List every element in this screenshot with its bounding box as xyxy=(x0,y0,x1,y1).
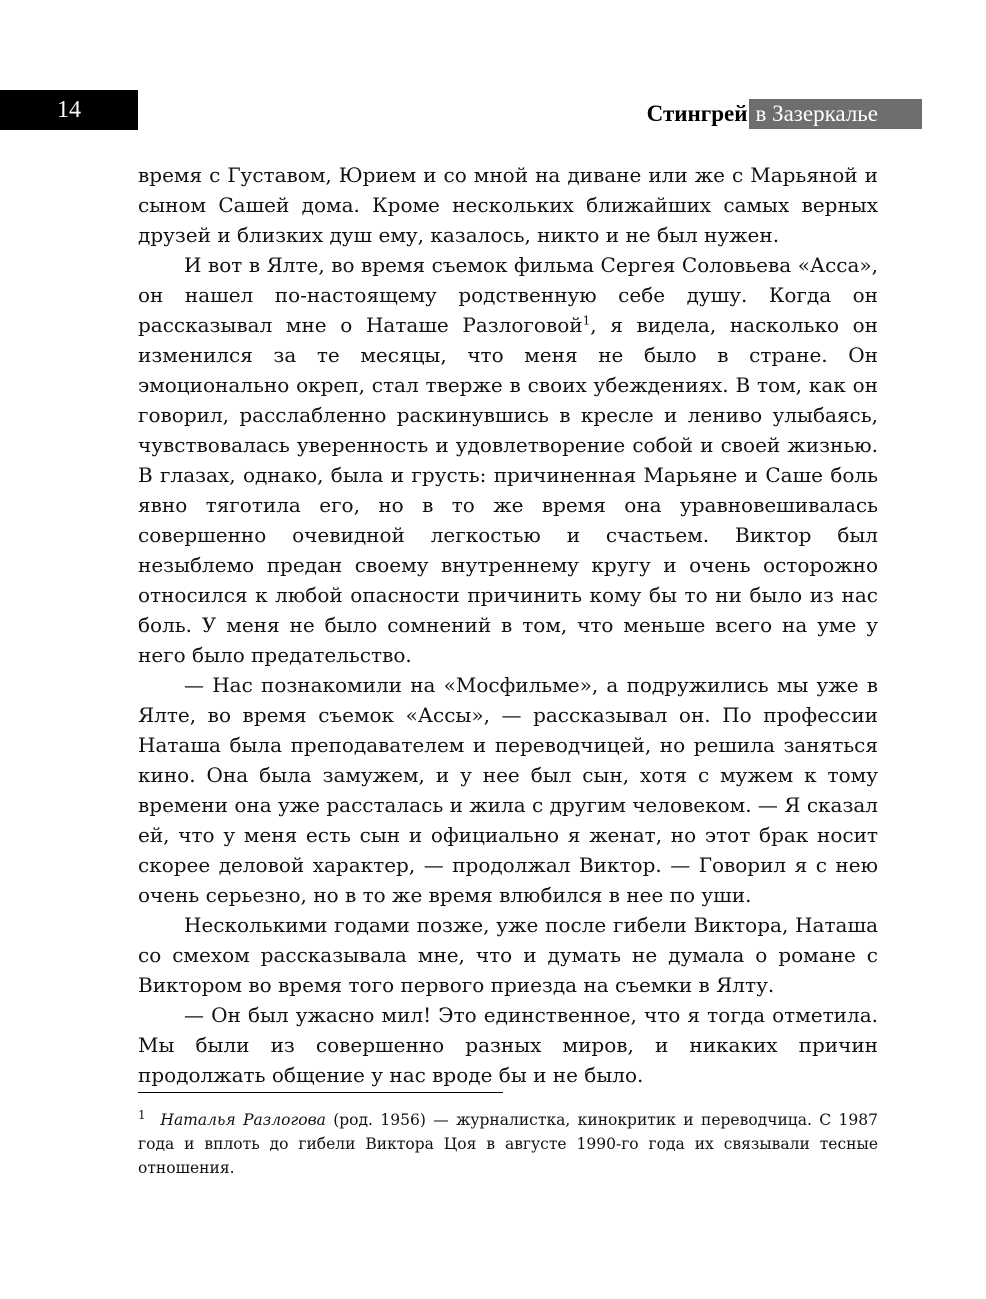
footnote-separator xyxy=(138,1092,503,1093)
footnote-name: Наталья Разлогова xyxy=(160,1111,326,1129)
running-head xyxy=(647,99,922,129)
page-number-bar xyxy=(0,90,138,130)
body-text xyxy=(138,160,878,1090)
paragraph: Несколькими годами позже, уже после гибели Виктора, Наташа со смехом рассказывала мне, что и думать не думала о романе с Виктором во время того первого приезда на съемки в Ялту. xyxy=(138,913,878,997)
paragraph xyxy=(138,250,878,670)
paragraph: — Нас познакомили на «Мосфильме», а подружились мы уже в Ялте, во время съемок «Ассы», — рассказывал он. По профессии Наташа была преподавателем и переводчицей, но решила заняться кино. Она была замужем, и у нее был сын, хотя с мужем к тому времени она уже рассталась и жила с другим человеком. — Я сказал ей, что у меня есть сын и официально я женат, но этот брак носит скорее деловой характер, — продолжал Виктор. — Говорил я с нею очень серьезно, но в то же время влюбился в нее по уши. xyxy=(138,673,878,907)
footnote-marker: 1 xyxy=(138,1107,146,1122)
running-head-subtitle: в Зазеркалье xyxy=(749,99,922,129)
footnote xyxy=(138,1108,878,1180)
paragraph: время с Густавом, Юрием и со мной на диване или же с Марьяной и сыном Сашей дома. Кроме нескольких ближайших самых верных друзей и близких душ ему, казалось, никто и не был нужен. xyxy=(138,163,878,247)
footnote-ref: 1 xyxy=(582,313,591,328)
footnote-paragraph xyxy=(138,1108,878,1180)
paragraph-text: И вот в Ялте, во время съемок фильма Сергея Соловьева «Асса», он нашел по-настоящему родственную себе душу. Когда он рассказывал мне о Наташе Разлоговой xyxy=(138,253,878,337)
paragraph-text: , я видела, насколько он изменился за те месяцы, что меня не было в стране. Он эмоционально окреп, стал тверже в своих убеждениях. В том, как он говорил, расслабленно раскинувшись в кресле и лениво улыбаясь, чувствовалась уверенность и удовлетворение собой и своей жизнью. В глазах, однако, была и грусть: причиненная Марьяне и Саше боль явно тяготила его, но в то же время она уравновешивалась совершенно очевидной легкостью и счастьем. Виктор был незыблемо предан своему внутреннему кругу и очень осторожно относился к любой опасности причинить кому бы то ни было из нас боль. У меня не было сомнений в том, что меньше всего на уме у него было предательство. xyxy=(138,313,878,667)
page-number: 14 xyxy=(57,96,81,123)
footnote-text: (род. 1956) — журналистка, кинокритик и переводчица. С 1987 года и вплоть до гибели Виктора Цоя в августе 1990-го года их связывали тесные отношения. xyxy=(138,1111,878,1177)
running-head-title: Стингрей xyxy=(646,101,748,126)
paragraph: — Он был ужасно мил! Это единственное, что я тогда отметила. Мы были из совершенно разных миров, и никаких причин продолжать общение у нас вроде бы и не было. xyxy=(138,1003,878,1087)
